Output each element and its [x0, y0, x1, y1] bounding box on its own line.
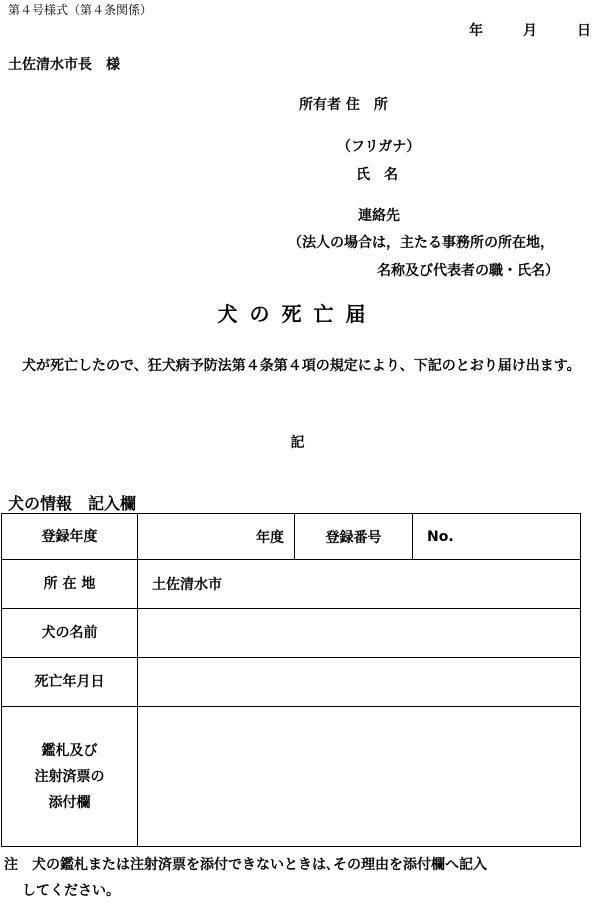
submission-date [469, 20, 591, 40]
death-date-field[interactable] [138, 658, 581, 707]
attachment-area[interactable] [138, 707, 581, 847]
table-row [2, 658, 581, 707]
contact-label: 連絡先 [358, 208, 400, 224]
date-month-label: 月 [523, 23, 537, 39]
furigana-label: （フリガナ） [337, 139, 421, 155]
reg-year-suffix: 年度 [256, 529, 284, 546]
footnote [4, 852, 589, 904]
document-title: 犬の死亡届 [217, 302, 378, 326]
addressee: 土佐清水市長 様 [8, 57, 120, 73]
dog-name-label: 犬の名前 [2, 609, 138, 658]
reg-year-field[interactable] [138, 514, 295, 560]
table-row [2, 560, 581, 609]
owner-address-label: 所有者 住 所 [299, 97, 388, 113]
location-field[interactable] [138, 560, 581, 609]
footnote-line2: してください。 [22, 883, 120, 899]
reg-year-label: 登録年度 [2, 514, 138, 560]
reg-number-prefix: No. [427, 528, 454, 545]
corporate-note-line2: 名称及び代表者の職・氏名） [377, 263, 559, 279]
footnote-line1: 注 犬の鑑札または注射済票を添付できないときは､その理由を添付欄へ記入 [4, 857, 487, 873]
table-row [2, 707, 581, 847]
table-row [2, 514, 581, 560]
attachment-label-line2: 注射済票の [34, 768, 105, 785]
form-number-label: 第４号様式（第４条関係） [8, 3, 153, 17]
reg-number-label: 登録番号 [295, 514, 413, 560]
location-label: 所 在 地 [2, 560, 138, 609]
date-day-label: 日 [577, 23, 591, 39]
table-row [2, 609, 581, 658]
attachment-label-line1: 鑑札及び [41, 742, 98, 759]
dog-name-field[interactable] [138, 609, 581, 658]
dog-info-table [1, 513, 581, 847]
attachment-label-line3: 添付欄 [48, 794, 91, 811]
owner-name-label: 氏 名 [356, 167, 398, 183]
section-title: 犬の情報 記入欄 [8, 494, 137, 513]
date-year-label: 年 [469, 23, 483, 39]
ki-marker: 記 [290, 435, 305, 451]
location-value: 土佐清水市 [152, 577, 222, 593]
reg-number-field[interactable] [413, 514, 581, 560]
death-date-label: 死亡年月日 [2, 658, 138, 707]
attachment-label [2, 707, 138, 847]
corporate-note-line1: （法人の場合は，主たる事務所の所在地， [288, 235, 554, 251]
body-text: 犬が死亡したので、狂犬病予防法第４条第４項の規定により、下記のとおり届け出ます。 [8, 358, 581, 374]
